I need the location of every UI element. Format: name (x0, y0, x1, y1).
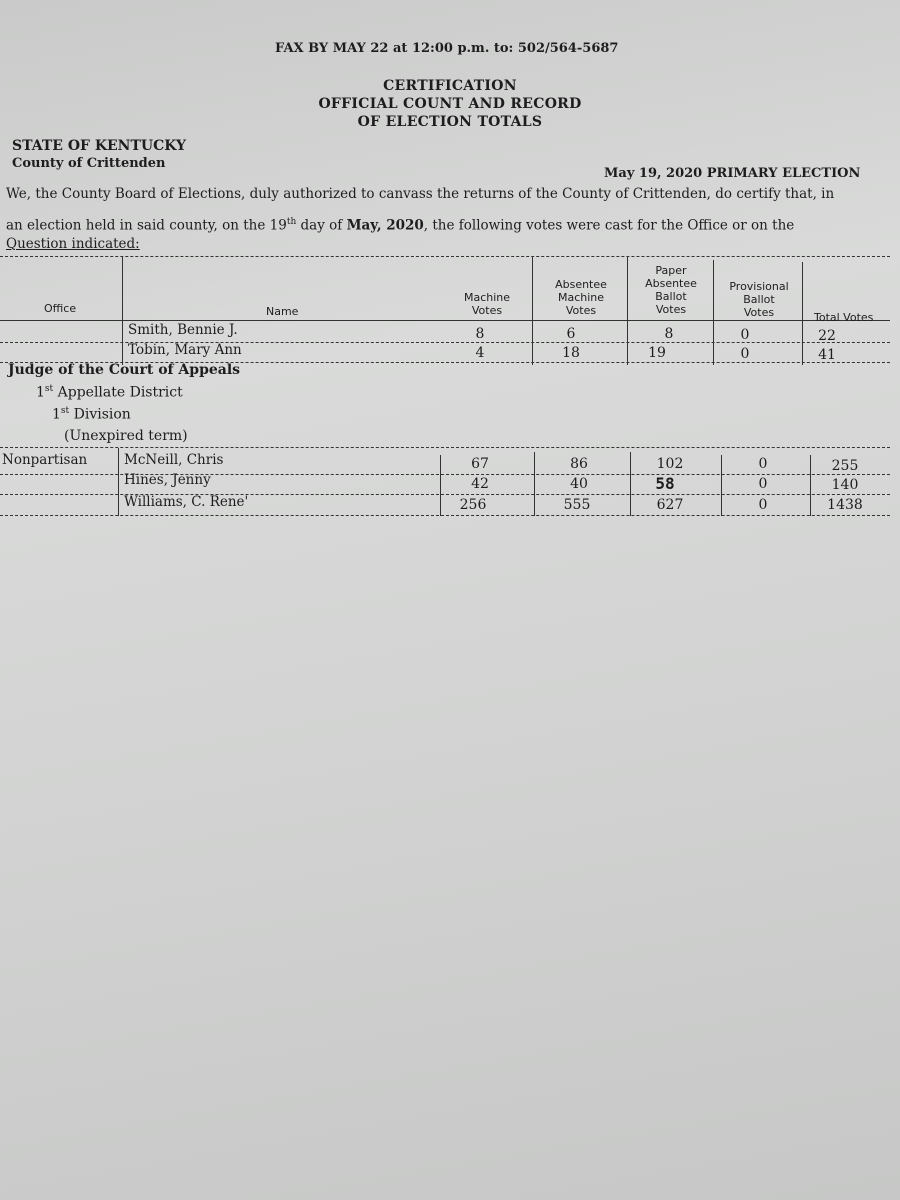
col-name: Name (266, 305, 299, 318)
col-absentee-l1: Absentee (555, 278, 607, 291)
col-divider-office (122, 257, 123, 365)
division-sup: st (60, 406, 70, 416)
col-divider-provisional (713, 260, 714, 365)
col-paper-l3: Ballot (655, 290, 687, 303)
paper-votes: 19 (648, 345, 666, 361)
intro-date-bold: May, 2020 (346, 217, 424, 234)
title-certification: CERTIFICATION (383, 78, 517, 94)
table-header-rule (0, 320, 890, 321)
absentee-votes: 86 (570, 456, 588, 472)
candidate-name: Tobin, Mary Ann (128, 342, 242, 358)
division-text: Division (69, 406, 131, 423)
appellate-district (36, 384, 183, 401)
col-divider-absentee-2 (534, 452, 535, 516)
machine-votes: 256 (459, 497, 487, 513)
col-paper-absentee-votes (636, 264, 706, 316)
col-divider-paper (627, 257, 628, 365)
provisional-votes: 0 (758, 456, 768, 472)
col-divider-absentee (532, 257, 533, 365)
total-votes: 22 (818, 328, 836, 344)
provisional-votes: 0 (740, 327, 750, 343)
paper-votes: 627 (656, 497, 684, 513)
provisional-votes: 0 (758, 497, 768, 513)
provisional-votes: 0 (740, 346, 750, 362)
col-paper-l1: Paper (655, 264, 687, 277)
office-type: Nonpartisan (2, 452, 88, 468)
intro-line-3: Question indicated: (6, 236, 140, 252)
county-name: County of Crittenden (12, 156, 166, 171)
col-office: Office (44, 302, 77, 315)
col-provisional-votes (718, 280, 800, 319)
title-official-count: OFFICIAL COUNT AND RECORD (318, 96, 582, 112)
col-machine-l2: Votes (471, 304, 503, 317)
absentee-votes: 18 (562, 345, 580, 361)
col-total-votes: Total Votes (814, 311, 874, 324)
office-title: Judge of the Court of Appeals (8, 362, 241, 378)
col-provisional-l2: Ballot (743, 293, 775, 306)
machine-votes: 8 (475, 326, 485, 342)
col-provisional-l1: Provisional (729, 280, 789, 293)
machine-votes: 4 (475, 345, 485, 361)
absentee-votes: 6 (566, 326, 576, 342)
table-top-rule (0, 256, 890, 257)
district-sup: st (44, 384, 54, 394)
intro-sup: th (286, 217, 297, 227)
intro-line-2c: , the following votes were cast for the Office or on the (423, 217, 795, 234)
division-num: 1 (52, 406, 61, 423)
table-bottom-rule (0, 515, 890, 516)
col-absentee-l2: Machine (557, 291, 605, 304)
intro-line-2b: day of (296, 217, 347, 234)
total-votes: 140 (831, 477, 859, 493)
intro-line-1: We, the County Board of Elections, duly authorized to canvass the returns of the County of Crittenden, do certify that, in (6, 186, 835, 202)
absentee-votes: 40 (570, 476, 588, 492)
state-name: STATE OF KENTUCKY (12, 138, 187, 154)
col-divider-total-2 (810, 455, 811, 516)
col-divider-office-2 (118, 448, 119, 516)
col-paper-l4: Votes (655, 303, 687, 316)
total-votes: 41 (818, 347, 836, 363)
machine-votes: 42 (471, 476, 489, 492)
col-divider-machine-2 (440, 455, 441, 516)
absentee-votes: 555 (563, 497, 591, 513)
section-rule (0, 447, 890, 448)
total-votes: 255 (831, 458, 859, 474)
total-votes: 1438 (827, 497, 863, 513)
title-election-totals: OF ELECTION TOTALS (357, 114, 543, 130)
election-date: May 19, 2020 PRIMARY ELECTION (604, 166, 861, 181)
machine-votes: 67 (471, 456, 489, 472)
col-divider-paper-2 (630, 452, 631, 516)
intro-line-2 (6, 217, 794, 234)
candidate-name: Hines, Jenny (124, 472, 211, 488)
fax-instruction: FAX BY MAY 22 at 12:00 p.m. to: 502/564-5687 (275, 41, 619, 56)
col-provisional-l3: Votes (743, 306, 775, 319)
col-machine-l1: Machine (463, 291, 511, 304)
col-paper-l2: Absentee (645, 277, 697, 290)
col-absentee-l3: Votes (565, 304, 597, 317)
provisional-votes: 0 (758, 476, 768, 492)
paper-votes: 8 (664, 326, 674, 342)
col-divider-provisional-2 (721, 455, 722, 516)
division (52, 406, 131, 423)
candidate-name: McNeill, Chris (124, 452, 224, 468)
candidate-name: Williams, C. Rene' (124, 494, 249, 510)
district-text: Appellate District (53, 384, 183, 401)
intro-line-2a: an election held in said county, on the 19 (6, 217, 287, 234)
candidate-name: Smith, Bennie J. (128, 322, 238, 338)
district-num: 1 (36, 384, 45, 401)
paper-votes: 58 (655, 474, 675, 493)
col-machine-votes (452, 291, 522, 317)
term-note: (Unexpired term) (64, 428, 188, 444)
col-absentee-machine-votes (546, 278, 616, 317)
paper-votes: 102 (656, 456, 684, 472)
